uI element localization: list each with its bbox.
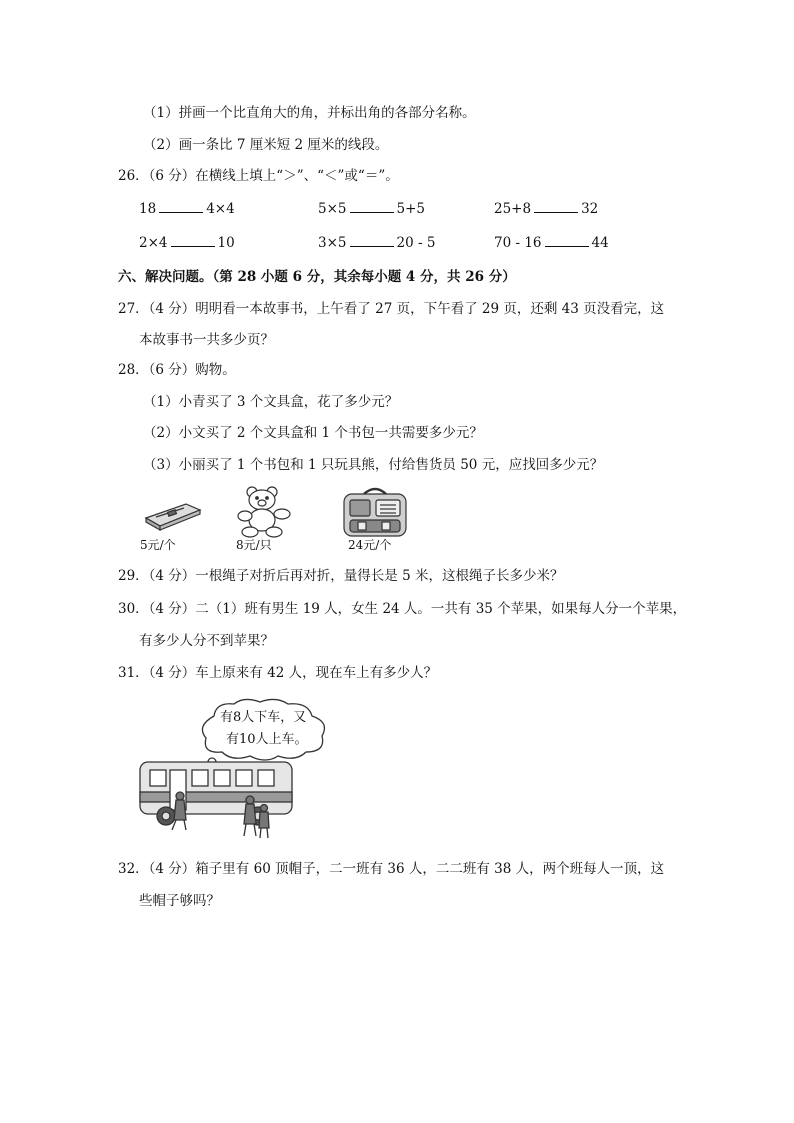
answer-blank[interactable] — [350, 234, 394, 247]
q26-title: 26．（6 分）在横线上填上“＞”、“＜”或“＝”。 — [118, 168, 399, 184]
comparison-left: 5×5 — [318, 201, 347, 217]
q28-item-1: （1）小青买了 3 个文具盒，花了多少元？ — [143, 394, 399, 410]
q28-title: 28．（6 分）购物。 — [118, 362, 236, 378]
answer-blank[interactable] — [545, 234, 589, 247]
answer-blank[interactable] — [159, 200, 203, 213]
section-six-header: 六、解决问题。（第 28 小题 6 分，其余每小题 4 分，共 26 分） — [118, 269, 516, 285]
q32-text: 32．（4 分）箱子里有 60 顶帽子，二一班有 36 人，二二班有 38 人，两个班每人一顶，这 — [118, 861, 665, 877]
q27-text: 27．（4 分）明明看一本故事书，上午看了 27 页，下午看了 29 页，还剩 43 页没看完，这 — [118, 301, 665, 317]
q30-text-cont: 有多少人分不到苹果？ — [139, 633, 274, 649]
comparison-item — [494, 200, 598, 218]
q32-text-cont: 些帽子够吗？ — [139, 893, 220, 909]
comparison-left: 3×5 — [318, 235, 347, 251]
teddy-bear-icon — [230, 486, 296, 538]
q27-text-cont: 本故事书一共多少页？ — [139, 332, 274, 348]
answer-blank[interactable] — [171, 234, 215, 247]
comparison-left: 18 — [139, 201, 157, 217]
comparison-left: 25+8 — [494, 201, 532, 217]
comparison-right: 10 — [217, 235, 235, 251]
comparison-right: 5+5 — [396, 201, 425, 217]
shopping-figure — [138, 486, 418, 554]
backpack-icon — [338, 486, 412, 538]
q28-item-3: （3）小丽买了 1 个书包和 1 只玩具熊，付给售货员 50 元，应找回多少元？ — [143, 457, 604, 473]
q31-text: 31．（4 分）车上原来有 42 人，现在车上有多少人？ — [118, 665, 438, 681]
comparison-right: 20 - 5 — [396, 235, 436, 251]
comparison-right: 4×4 — [206, 201, 235, 217]
pencil-case-icon — [142, 498, 204, 532]
bus-figure — [136, 696, 336, 846]
comparison-left: 70 - 16 — [494, 235, 542, 251]
answer-blank[interactable] — [350, 200, 394, 213]
bear-price: 8元/只 — [236, 538, 272, 552]
comparison-item — [139, 200, 235, 218]
q30-text: 30．（4 分）二（1）班有男生 19 人，女生 24 人。一共有 35 个苹果，如果每人分一个苹果， — [118, 601, 687, 617]
comparison-left: 2×4 — [139, 235, 168, 251]
answer-blank[interactable] — [534, 200, 578, 213]
comparison-right: 32 — [581, 201, 599, 217]
comparison-right: 44 — [591, 235, 609, 251]
comparison-item — [494, 234, 609, 252]
q28-item-2: （2）小文买了 2 个文具盒和 1 个书包一共需要多少元？ — [143, 425, 483, 441]
comparison-item — [139, 234, 235, 252]
backpack-price: 24元/个 — [348, 538, 392, 552]
q25-item-1: （1）拼画一个比直角大的角，并标出角的各部分名称。 — [143, 105, 476, 121]
pencil-case-price: 5元/个 — [140, 538, 176, 552]
q29-text: 29．（4 分）一根绳子对折后再对折，量得长是 5 米，这根绳子长多少米？ — [118, 568, 564, 584]
comparison-item — [318, 234, 435, 252]
bubble-line-2: 有10人上车。 — [226, 732, 308, 747]
comparison-item — [318, 200, 425, 218]
q25-item-2: （2）画一条比 7 厘米短 2 厘米的线段。 — [143, 137, 389, 153]
bubble-line-1: 有8人下车，又 — [220, 710, 307, 725]
